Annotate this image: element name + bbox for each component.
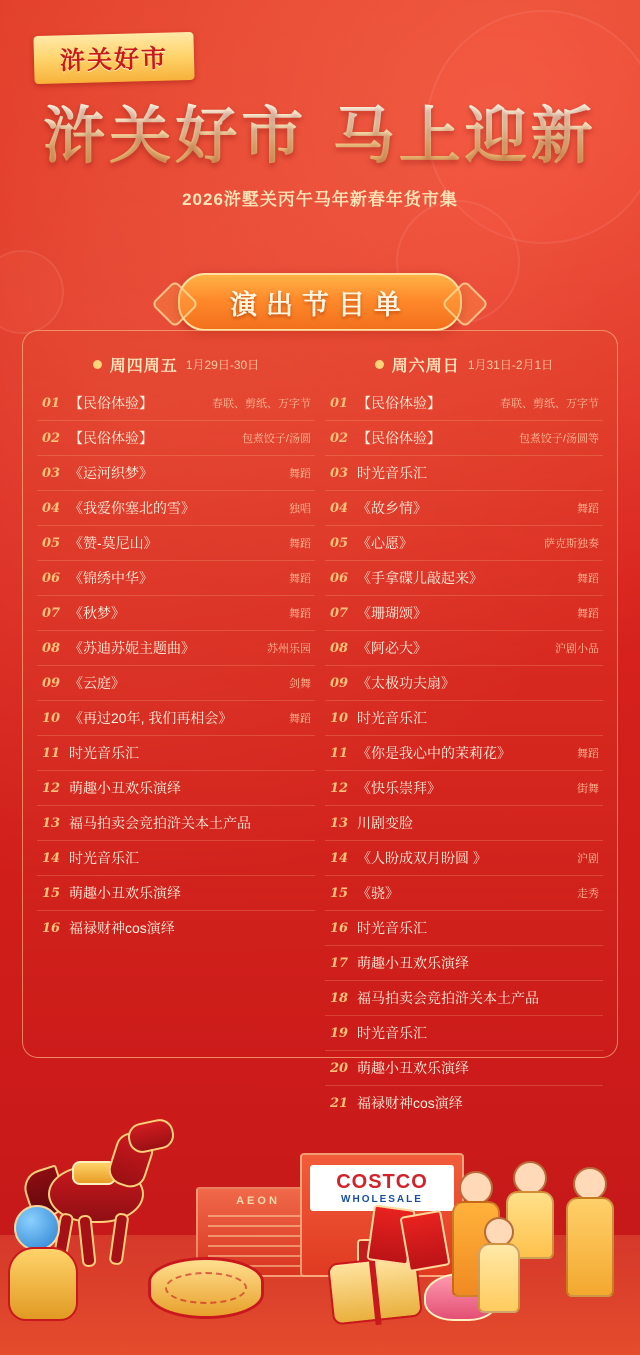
item-note: 舞蹈 [577,748,599,760]
item-name: 《心愿》 [357,535,413,551]
item-number: 09 [329,675,349,691]
list-item [37,911,315,945]
item-number: 10 [41,710,61,726]
brand-logo-text: 浒关好市 [59,44,169,76]
item-number: 21 [329,1095,349,1111]
list-item [325,1016,603,1051]
list-item [325,701,603,736]
item-number: 09 [41,675,61,691]
figure-head [573,1167,607,1201]
item-name: 《快乐崇拜》 [357,780,441,796]
item-number: 02 [329,430,349,446]
item-note: 沪剧 [577,853,599,865]
list-item [325,806,603,841]
item-note: 舞蹈 [577,608,599,620]
item-name: 《骁》 [357,885,399,901]
item-name: 福马拍卖会竞拍浒关本土产品 [357,990,539,1006]
item-number: 15 [41,885,61,901]
list-item [325,876,603,911]
schedule-list-left [37,386,315,945]
item-name: 福禄财神cos演绎 [357,1095,463,1111]
title-block [0,100,640,210]
item-name: 萌趣小丑欢乐演绎 [357,1060,469,1076]
money-sack-icon [8,1247,78,1321]
column-day-label: 周六周日 [391,358,460,375]
list-item [325,911,603,946]
list-item [325,421,603,456]
column-date-label: 1月31日-2月1日 [467,358,554,372]
item-name: 时光音乐汇 [357,920,427,936]
list-item [325,386,603,421]
costco-sign [310,1165,454,1211]
list-item [325,771,603,806]
item-number: 06 [329,570,349,586]
item-name: 【民俗体验】 [357,430,441,446]
item-note: 舞蹈 [577,503,599,515]
item-number: 07 [329,605,349,621]
list-item [325,981,603,1016]
item-name: 《你是我心中的茉莉花》 [357,745,511,761]
item-name: 时光音乐汇 [357,465,427,481]
list-item [325,596,603,631]
item-note: 萨克斯独奏 [544,538,599,550]
list-item [37,771,315,806]
schedule-column-sat-sun [325,353,603,1111]
section-banner-label: 演出节目单 [230,289,410,320]
list-item [37,701,315,736]
item-number: 10 [329,710,349,726]
list-item [37,631,315,666]
item-number: 15 [329,885,349,901]
list-item [37,596,315,631]
item-number: 13 [41,815,61,831]
item-name: 《赞-莫尼山》 [69,535,158,551]
figure-head [459,1171,493,1205]
item-note: 春联、剪纸、万字节 [212,398,311,410]
list-item [37,806,315,841]
lantern-decoration-icon [0,250,64,334]
figure-head [513,1161,547,1195]
item-name: 【民俗体验】 [69,395,153,411]
figure-body [566,1197,614,1297]
column-day-label: 周四周五 [109,358,178,375]
item-number: 14 [329,850,349,866]
item-number: 04 [329,500,349,516]
item-note: 舞蹈 [289,538,311,550]
list-item [37,666,315,701]
section-banner [178,273,462,331]
item-name: 【民俗体验】 [69,430,153,446]
list-item [325,841,603,876]
list-item [325,561,603,596]
item-number: 01 [329,395,349,411]
item-number: 20 [329,1060,349,1076]
bottom-illustration [0,1055,640,1355]
family-figure-kid [478,1217,520,1313]
item-note: 苏州乐园 [267,643,311,655]
item-note: 剑舞 [289,678,311,690]
item-note: 沪剧小品 [555,643,599,655]
item-note: 舞蹈 [577,573,599,585]
item-name: 《珊瑚颂》 [357,605,427,621]
list-item [37,421,315,456]
item-number: 05 [41,535,61,551]
list-item [37,526,315,561]
item-number: 08 [41,640,61,656]
column-header [37,353,315,376]
item-note: 舞蹈 [289,573,311,585]
item-number: 16 [329,920,349,936]
list-item [325,491,603,526]
item-name: 萌趣小丑欢乐演绎 [69,780,181,796]
item-name: 时光音乐汇 [69,745,139,761]
brand-logo [33,32,194,84]
item-name: 《苏迪苏妮主题曲》 [69,640,195,656]
list-item [37,491,315,526]
item-name: 萌趣小丑欢乐演绎 [357,955,469,971]
item-number: 04 [41,500,61,516]
item-number: 11 [41,745,61,761]
globe-icon [14,1205,60,1251]
item-name: 川剧变脸 [357,815,413,831]
item-number: 01 [41,395,61,411]
costco-sign-line2: WHOLESALE [341,1193,423,1205]
item-note: 独唱 [289,503,311,515]
item-number: 18 [329,990,349,1006]
bullet-icon [93,360,102,369]
list-item [37,456,315,491]
figure-body [478,1243,520,1313]
schedule-list-right [325,386,603,1120]
item-number: 19 [329,1025,349,1041]
column-header [325,353,603,376]
item-name: 福禄财神cos演绎 [69,920,175,936]
item-note: 春联、剪纸、万字节 [500,398,599,410]
item-number: 17 [329,955,349,971]
schedule-card [22,330,618,1111]
item-name: 《人盼成双月盼圆 》 [357,850,487,866]
item-number: 11 [329,745,349,761]
list-item [325,666,603,701]
item-number: 03 [329,465,349,481]
list-item [325,456,603,491]
page-title: 浒关好市 马上迎新 [0,100,640,171]
item-note: 包煮饺子/汤圆等 [518,433,599,445]
item-number: 12 [41,780,61,796]
item-name: 时光音乐汇 [69,850,139,866]
item-number: 16 [41,920,61,936]
page-subtitle: 2026浒墅关丙午马年新春年货市集 [182,190,458,210]
list-item [37,841,315,876]
item-name: 《再过20年, 我们再相会》 [69,710,233,726]
item-name: 《秋梦》 [69,605,125,621]
item-number: 14 [41,850,61,866]
item-number: 08 [329,640,349,656]
item-number: 06 [41,570,61,586]
list-item [325,526,603,561]
item-note: 舞蹈 [289,608,311,620]
schedule-column-thu-fri [37,353,315,1057]
family-figure-adult [566,1167,614,1297]
item-name: 《锦绣中华》 [69,570,153,586]
item-note: 舞蹈 [289,713,311,725]
item-name: 时光音乐汇 [357,1025,427,1041]
item-note: 包煮饺子/汤圆 [241,433,311,445]
list-item [37,876,315,911]
item-note: 街舞 [577,783,599,795]
item-number: 03 [41,465,61,481]
column-date-label: 1月29日-30日 [185,358,260,372]
item-name: 《阿必大》 [357,640,427,656]
item-number: 02 [41,430,61,446]
list-item [325,946,603,981]
item-number: 07 [41,605,61,621]
list-item [325,736,603,771]
item-name: 《手拿碟儿敲起来》 [357,570,483,586]
item-name: 《太极功夫扇》 [357,675,455,691]
item-note: 舞蹈 [289,468,311,480]
item-name: 《故乡情》 [357,500,427,516]
item-number: 05 [329,535,349,551]
bullet-icon [375,360,384,369]
item-name: 《云庭》 [69,675,125,691]
list-item [325,631,603,666]
item-number: 13 [329,815,349,831]
item-note: 走秀 [577,888,599,900]
list-item [37,386,315,421]
item-name: 《运河织梦》 [69,465,153,481]
candy-box-icon [148,1257,264,1319]
list-item [37,736,315,771]
horse-head [125,1117,176,1156]
item-name: 时光音乐汇 [357,710,427,726]
list-item [37,561,315,596]
aeon-sign-text: AEON [236,1195,280,1207]
item-name: 福马拍卖会竞拍浒关本土产品 [69,815,251,831]
item-name: 《我爱你塞北的雪》 [69,500,195,516]
item-name: 【民俗体验】 [357,395,441,411]
costco-sign-line1: COSTCO [336,1170,428,1193]
item-number: 12 [329,780,349,796]
item-name: 萌趣小丑欢乐演绎 [69,885,181,901]
